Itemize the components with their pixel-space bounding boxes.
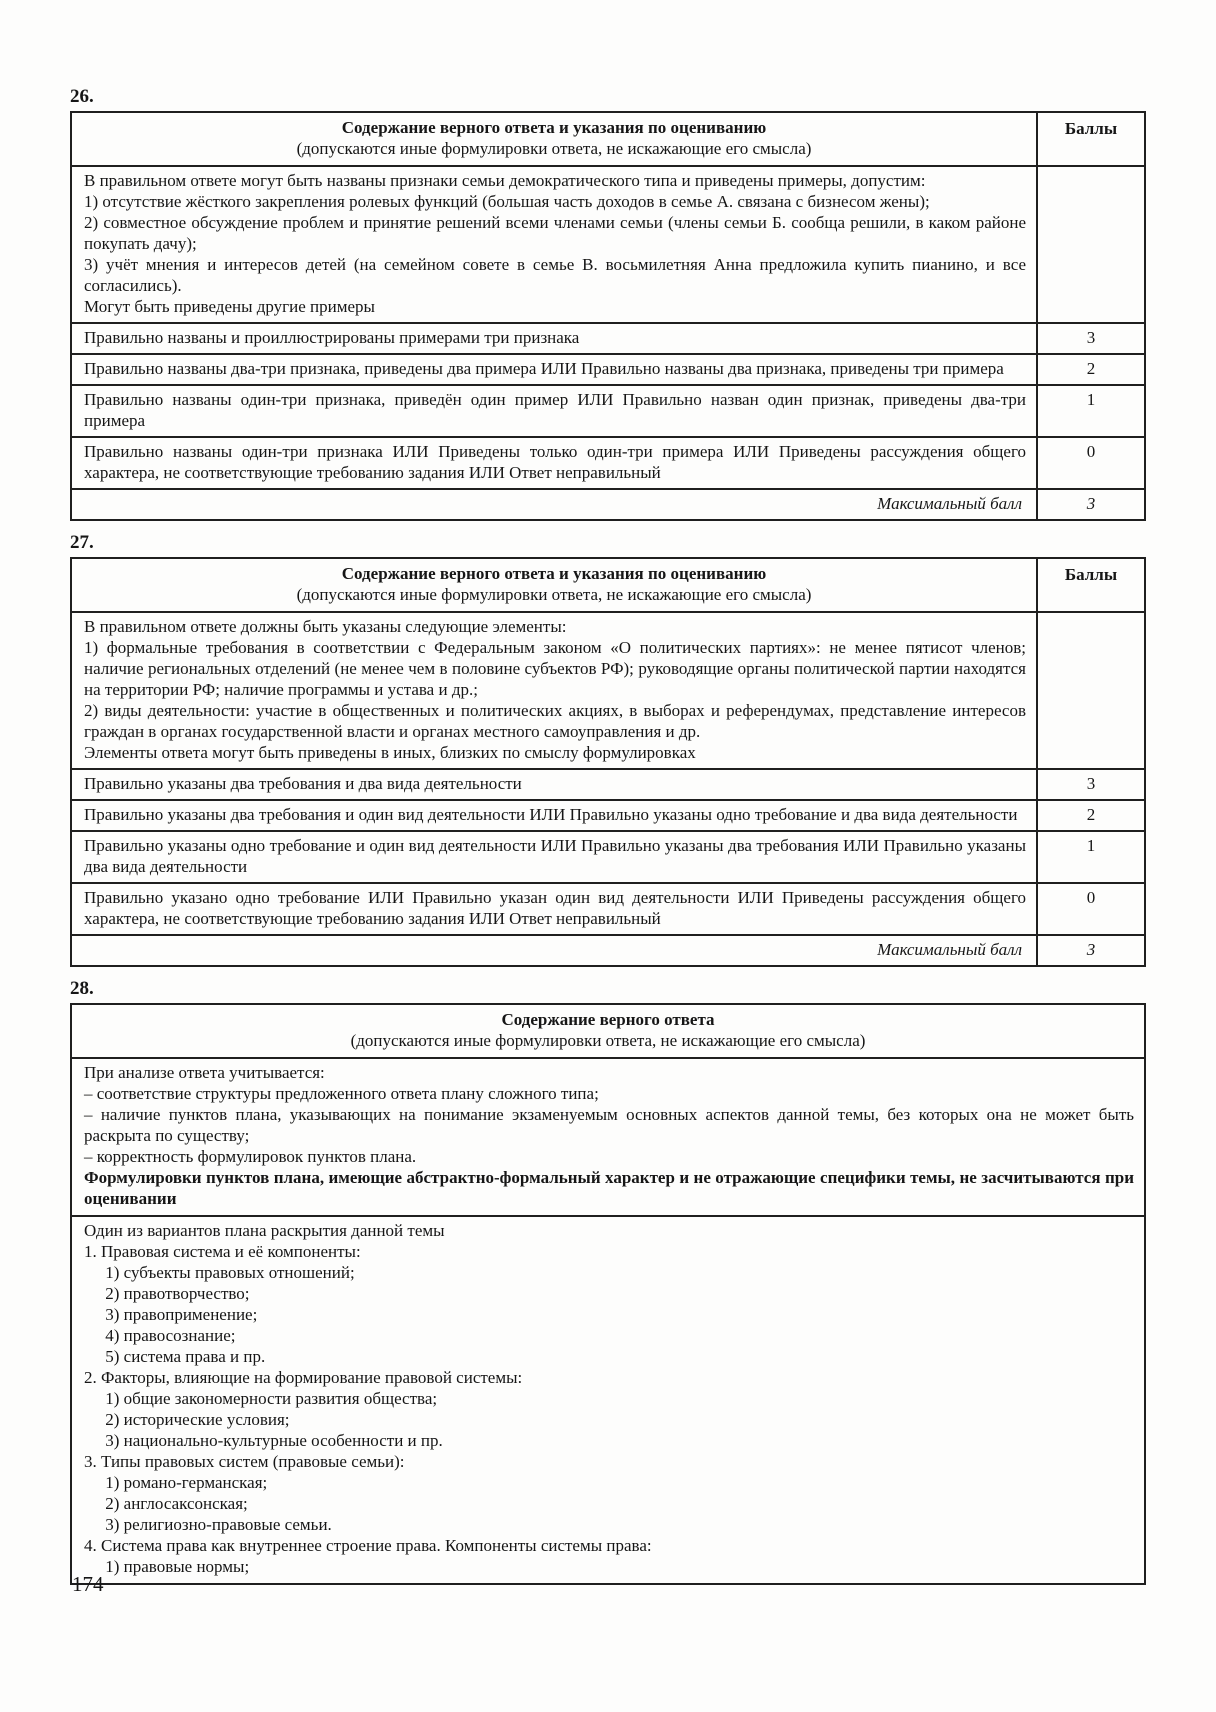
points-value: 0 — [1036, 438, 1144, 488]
criteria-row — [72, 355, 1144, 386]
page-content — [70, 86, 1146, 1585]
header-subtitle: (допускаются иные формулировки ответа, не искажающие его смысла) — [350, 1031, 866, 1050]
max-score-label: Максимальный балл — [877, 494, 1022, 513]
points-cell-empty — [1036, 167, 1144, 322]
question-26-label: 26. — [70, 86, 94, 107]
question-27-label: 27. — [70, 532, 94, 553]
criteria-text: Правильно указано одно требование ИЛИ Правильно указан один вид деятельности ИЛИ Приведены рассуждения общего характера, не соответствующие требованию задания ИЛИ Ответ неправильный — [84, 888, 1026, 928]
points-cell-empty — [1036, 613, 1144, 768]
criteria-text: Правильно названы один-три признака, приведён один пример ИЛИ Правильно назван один признак, приведены два-три примера — [84, 390, 1026, 430]
answer-content-cell: В правильном ответе могут быть названы признаки семьи демократического типа и приведены примеры, допустим: 1) отсутствие жёсткого закрепления ролевых функций (большая часть доходов в семье А. связана с бизнесом жены); 2) совместное обсуждение проблем и принятие решений всеми членами семьи (члены семьи Б. сообща решили, в каком районе покупать дачу); 3) учёт мнения и интересов детей (на семейном совете в семье В. восьмилетняя Анна предложила купить пианино, и все согласились). Могут быть приведены другие примеры — [84, 171, 1026, 316]
criteria-text: Правильно указаны одно требование и один вид деятельности ИЛИ Правильно указаны два требования ИЛИ Правильно указаны два вида деятельности — [84, 836, 1026, 876]
criteria-row — [72, 438, 1144, 490]
bold-note: Формулировки пунктов плана, имеющие абстрактно-формальный характер и не отражающие специфики темы, не засчитываются при оценивании — [84, 1168, 1134, 1208]
table-header — [72, 559, 1144, 613]
answer-content-cell: В правильном ответе должны быть указаны следующие элементы: 1) формальные требования в соответствии с Федеральным законом «О политических партиях»: не менее пятисот членов; наличие региональных отделений (не менее чем в половине субъектов РФ); руководящие органы политической партии находятся на территории РФ; наличие программы и устава и др.; 2) виды деятельности: участие в общественных и политических акциях, в выборах и референдумах, представление интересов граждан в органах государственной власти и органах местного самоуправления и др. Элементы ответа могут быть приведены в иных, близких по смыслу формулировках — [84, 617, 1026, 762]
max-score-row — [72, 936, 1144, 965]
table-header — [72, 1005, 1144, 1059]
header-subtitle: (допускаются иные формулировки ответа, не искажающие его смысла) — [296, 585, 812, 604]
criteria-row — [72, 832, 1144, 884]
page-number: 174 — [72, 1572, 104, 1596]
criteria-text: Правильно названы два-три признака, приведены два примера ИЛИ Правильно названы два признака, приведены три примера — [84, 359, 1004, 378]
max-score-value: 3 — [1036, 490, 1144, 519]
points-value: 0 — [1036, 884, 1144, 934]
criteria-text: Правильно названы и проиллюстрированы примерами три признака — [84, 328, 580, 347]
criteria-row — [72, 324, 1144, 355]
criteria-row — [72, 801, 1144, 832]
table-header — [72, 113, 1144, 167]
answer-content-row — [72, 167, 1144, 324]
header-title: Содержание верного ответа — [501, 1010, 715, 1029]
criteria-text: Правильно названы один-три признака ИЛИ Приведены только один-три примера ИЛИ Приведены рассуждения общего характера, не соответствующие требованию задания ИЛИ Ответ неправильный — [84, 442, 1026, 482]
max-score-value: 3 — [1036, 936, 1144, 965]
criteria-row — [72, 884, 1144, 936]
scoring-table-27 — [70, 557, 1146, 967]
question-28-label: 28. — [70, 978, 94, 999]
points-value: 1 — [1036, 386, 1144, 436]
answer-table-28 — [70, 1003, 1146, 1585]
criteria-row — [72, 386, 1144, 438]
plan-cell: Один из вариантов плана раскрытия данной темы 1. Правовая система и её компоненты: 1) субъекты правовых отношений; 2) правотворчество; 3) правоприменение; 4) правосознание; 5) система права и пр. 2. Факторы, влияющие на формирование правовой системы: 1) общие закономерности развития общества; 2) исторические условия; 3) национально-культурные особенности и пр. 3. Типы правовых систем (правовые семьи): 1) романо-германская; 2) англосаксонская; 3) религиозно-правовые семьи. 4. Система права как внутреннее строение права. Компоненты системы права: 1) правовые нормы; — [84, 1221, 652, 1576]
header-cell — [72, 1005, 1144, 1057]
points-value: 2 — [1036, 355, 1144, 384]
header-title: Содержание верного ответа и указания по оцениванию — [341, 564, 767, 583]
analysis-row — [72, 1059, 1144, 1217]
plan-row — [72, 1217, 1144, 1583]
analysis-cell — [72, 1059, 1144, 1215]
scoring-table-26 — [70, 111, 1146, 521]
answer-content-row — [72, 613, 1144, 770]
criteria-row — [72, 770, 1144, 801]
points-header: Баллы — [1036, 113, 1144, 165]
header-title: Содержание верного ответа и указания по оцениванию — [341, 118, 767, 137]
header-subtitle: (допускаются иные формулировки ответа, не искажающие его смысла) — [296, 139, 812, 158]
header-cell — [72, 113, 1036, 165]
analysis-paragraphs: При анализе ответа учитывается: – соответствие структуры предложенного ответа плану сложного типа; – наличие пунктов плана, указывающих на понимание экзаменуемым основных аспектов данной темы, без которых она не может быть раскрыта по существу; – корректность формулировок пунктов плана. — [84, 1063, 1134, 1166]
criteria-text: Правильно указаны два требования и один вид деятельности ИЛИ Правильно указаны одно требование и два вида деятельности — [84, 805, 1018, 824]
points-value: 1 — [1036, 832, 1144, 882]
header-cell — [72, 559, 1036, 611]
max-score-row — [72, 490, 1144, 519]
criteria-text: Правильно указаны два требования и два вида деятельности — [84, 774, 522, 793]
max-score-label: Максимальный балл — [877, 940, 1022, 959]
points-header: Баллы — [1036, 559, 1144, 611]
points-value: 3 — [1036, 324, 1144, 353]
points-value: 2 — [1036, 801, 1144, 830]
points-value: 3 — [1036, 770, 1144, 799]
